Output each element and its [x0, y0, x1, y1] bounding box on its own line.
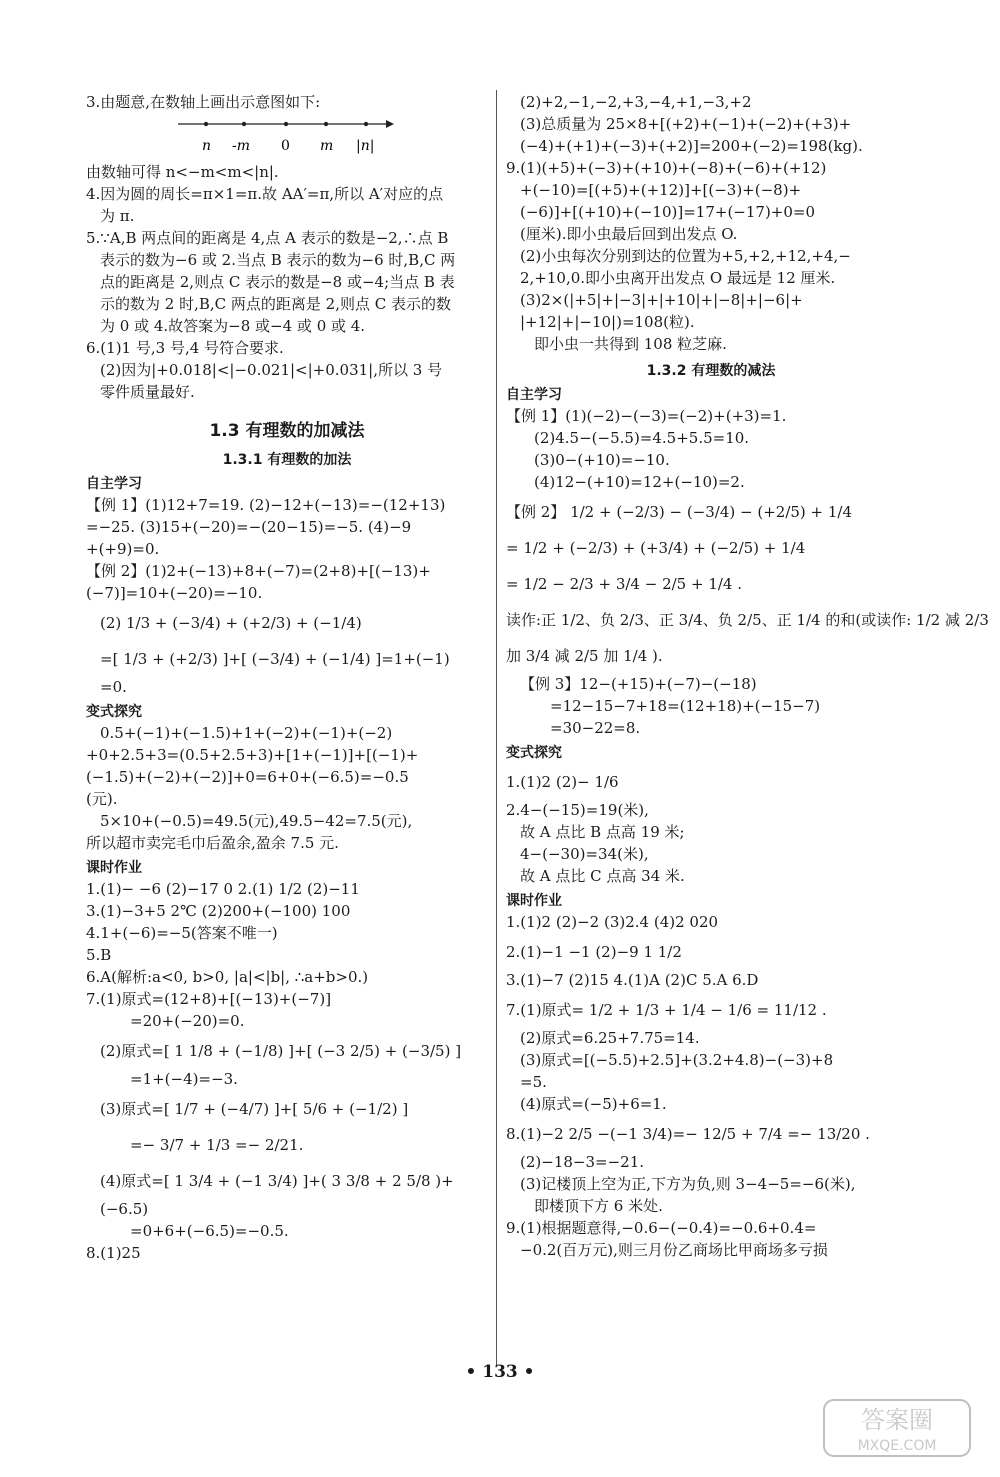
text-line: (3)原式=[ 1/7 + (−4/7) ]+[ 5/6 + (−1/2) ]	[100, 1100, 409, 1118]
text-line: (4)原式=[ 1 3/4 + (−1 3/4) ]+( 3 3/8 + 2 5/8 )+	[100, 1172, 454, 1190]
text-line: 表示的数为−6 或 2.当点 B 表示的数为−6 时,B,C 两	[100, 251, 456, 269]
text-line: 8.(1)−2 2/5 −(−1 3/4)=− 12/5 + 7/4 =− 13/20 .	[506, 1125, 870, 1143]
text-line: 5.B	[86, 946, 112, 964]
left-column	[86, 92, 488, 1265]
text-line: (3)原式=[(−5.5)+2.5]+(3.2+4.8)−(−3)+8	[520, 1051, 834, 1069]
subsection-heading: 1.3.1 有理数的加法	[222, 452, 352, 468]
text-line: 【例 2】 1/2 + (−2/3) − (−3/4) − (+2/5) + 1/4	[506, 503, 853, 521]
text-line: 4.因为圆的周长=π×1=π.故 AA′=π,所以 A′对应的点	[86, 185, 444, 203]
text-line: (−1.5)+(−2)+(−2)]+0=6+0+(−6.5)=−0.5	[86, 768, 409, 786]
text-line: 7.(1)原式=(12+8)+[(−13)+(−7)]	[86, 990, 332, 1008]
text-line: 1.(1)− −6 (2)−17 0 2.(1) 1/2 (2)−11	[86, 880, 360, 898]
text-line: =12−15−7+18=(12+18)+(−15−7)	[550, 697, 821, 715]
text-line: 2.4−(−15)=19(米),	[506, 801, 649, 819]
text-line: (元).	[86, 790, 118, 808]
text-line: (2)小虫每次分别到达的位置为+5,+2,+12,+4,−	[520, 247, 851, 265]
text-line: 5×10+(−0.5)=49.5(元),49.5−42=7.5(元),	[100, 812, 413, 830]
text-line: 示的数为 2 时,B,C 两点的距离是 2,则点 C 表示的数	[100, 295, 451, 313]
text-line: =20+(−20)=0.	[130, 1012, 245, 1030]
text-line: (4)原式=(−5)+6=1.	[520, 1095, 667, 1113]
text-line: 由数轴可得 n<−m<m<|n|.	[86, 163, 279, 181]
right-column	[506, 92, 989, 1262]
text-line: 所以超市卖完毛巾后盈余,盈余 7.5 元.	[86, 834, 339, 852]
text-line: (4)12−(+10)=12+(−10)=2.	[534, 473, 745, 491]
text-line: 2,+10,0.即小虫离开出发点 O 最远是 12 厘米.	[520, 269, 836, 287]
text-line: (3)2×(|+5|+|−3|+|+10|+|−8|+|−6|+	[520, 291, 803, 309]
watermark-text: 答案圈	[861, 1406, 933, 1434]
text-line: 6.(1)1 号,3 号,4 号符合要求.	[86, 339, 284, 357]
text-line: =1+(−4)=−3.	[130, 1070, 238, 1088]
text-line: 7.(1)原式= 1/2 + 1/3 + 1/4 − 1/6 = 11/12 .	[506, 1001, 827, 1019]
text-line: 【例 1】(1)12+7=19. (2)−12+(−13)=−(12+13)	[86, 496, 446, 514]
text-line: |+12|+|−10|)=108(粒).	[520, 313, 695, 331]
block-heading: 变式探究	[86, 704, 142, 720]
text-line: (2)4.5−(−5.5)=4.5+5.5=10.	[534, 429, 750, 447]
text-line: (3)记楼顶上空为正,下方为负,则 3−4−5=−6(米),	[520, 1175, 856, 1193]
text-line: 3.(1)−7 (2)15 4.(1)A (2)C 5.A 6.D	[506, 971, 759, 989]
text-line: +(+9)=0.	[86, 540, 160, 558]
text-line: =5.	[520, 1073, 547, 1091]
block-heading: 课时作业	[506, 893, 562, 909]
watermark-logo	[822, 1398, 972, 1458]
text-line: (2)因为|+0.018|<|−0.021|<|+0.031|,所以 3 号	[100, 361, 443, 379]
text-line: 9.(1)(+5)+(−3)+(+10)+(−8)+(−6)+(+12)	[506, 159, 827, 177]
text-line: 0.5+(−1)+(−1.5)+1+(−2)+(−1)+(−2)	[100, 724, 393, 742]
text-line: (−7)]=10+(−20)=−10.	[86, 584, 263, 602]
text-line: 为 π.	[100, 207, 135, 225]
text-line: =30−22=8.	[550, 719, 641, 737]
text-line: 2.(1)−1 −1 (2)−9 1 1/2	[506, 943, 682, 961]
block-heading: 自主学习	[506, 387, 562, 403]
text-line: 1.(1)2 (2)−2 (3)2.4 (4)2 020	[506, 913, 719, 931]
text-line: (2)+2,−1,−2,+3,−4,+1,−3,+2	[520, 93, 752, 111]
text-line: =0+6+(−6.5)=−0.5.	[130, 1222, 289, 1240]
text-line: (3)总质量为 25×8+[(+2)+(−1)+(−2)+(+3)+	[520, 115, 852, 133]
number-line-svg	[86, 114, 488, 158]
text-line: 为 0 或 4.故答案为−8 或−4 或 0 或 4.	[100, 317, 366, 335]
text-line: =[ 1/3 + (+2/3) ]+[ (−3/4) + (−1/4) ]=1+(−1)	[100, 650, 450, 668]
text-line: 读作:正 1/2、负 2/3、正 3/4、负 2/5、正 1/4 的和(或读作: 1/2 减 2/3	[506, 611, 989, 629]
block-heading: 变式探究	[506, 745, 562, 761]
block-heading: 自主学习	[86, 476, 142, 492]
text-line: 【例 1】(1)(−2)−(−3)=(−2)+(+3)=1.	[506, 407, 787, 425]
text-line: 点的距离是 2,则点 C 表示的数是−8 或−4;当点 B 表	[100, 273, 455, 291]
text-line: 4−(−30)=34(米),	[520, 845, 649, 863]
page-number: • 133 •	[465, 1362, 535, 1382]
number-line-diagram	[86, 114, 488, 158]
text-line: 即楼顶下方 6 米处.	[534, 1197, 663, 1215]
number-line-label: |n|	[356, 138, 375, 154]
watermark-svg	[822, 1398, 972, 1458]
text-line: 9.(1)根据题意得,−0.6−(−0.4)=−0.6+0.4=	[506, 1219, 817, 1237]
text-line: 【例 2】(1)2+(−13)+8+(−7)=(2+8)+[(−13)+	[86, 562, 431, 580]
text-line: 【例 3】12−(+15)+(−7)−(−18)	[520, 675, 757, 693]
subsection-heading: 1.3.2 有理数的减法	[646, 363, 776, 379]
text-line: = 1/2 − 2/3 + 3/4 − 2/5 + 1/4 .	[506, 575, 742, 593]
text-line: 零件质量最好.	[100, 383, 195, 401]
text-line: 3.(1)−3+5 2℃ (2)200+(−100) 100	[86, 902, 351, 920]
text-line: 6.A(解析:a<0, b>0, |a|<|b|, ∴a+b>0.)	[86, 968, 369, 986]
text-line: +(−10)=[(+5)+(+12)]+[(−3)+(−8)+	[520, 181, 802, 199]
text-line: −0.2(百万元),则三月份乙商场比甲商场多亏损	[520, 1241, 828, 1259]
text-line: 即小虫一共得到 108 粒芝麻.	[534, 335, 727, 353]
text-line: =− 3/7 + 1/3 =− 2/21.	[130, 1136, 304, 1154]
text-line: 8.(1)25	[86, 1244, 141, 1262]
text-line: 3.由题意,在数轴上画出示意图如下:	[86, 93, 321, 111]
column-divider	[496, 90, 497, 1365]
text-line: (2)−18−3=−21.	[520, 1153, 645, 1171]
text-line: (−6)]+[(+10)+(−10)]=17+(−17)+0=0	[520, 203, 816, 221]
watermark-url: MXQE.COM	[857, 1438, 937, 1454]
text-line: (−6.5)	[100, 1200, 149, 1218]
text-line: = 1/2 + (−2/3) + (+3/4) + (−2/5) + 1/4	[506, 539, 806, 557]
text-line: +0+2.5+3=(0.5+2.5+3)+[1+(−1)]+[(−1)+	[86, 746, 419, 764]
text-line: 1.(1)2 (2)− 1/6	[506, 773, 619, 791]
text-line: (−4)+(+1)+(−3)+(+2)]=200+(−2)=198(kg).	[520, 137, 863, 155]
text-line: (2)原式=6.25+7.75=14.	[520, 1029, 700, 1047]
number-line-label: n	[202, 138, 212, 154]
block-heading: 课时作业	[86, 860, 142, 876]
number-line-label: 0	[281, 138, 290, 154]
text-line: (厘米).即小虫最后回到出发点 O.	[520, 225, 738, 243]
text-line: 故 A 点比 C 点高 34 米.	[520, 867, 685, 885]
number-line-label: -m	[232, 138, 251, 154]
section-heading: 1.3 有理数的加减法	[209, 421, 365, 441]
text-line: =0.	[100, 678, 127, 696]
number-line-label: m	[320, 138, 334, 154]
text-line: 5.∵A,B 两点间的距离是 4,点 A 表示的数是−2,∴点 B	[86, 229, 449, 247]
text-line: 加 3/4 减 2/5 加 1/4 ).	[506, 647, 663, 665]
text-line: (2) 1/3 + (−3/4) + (+2/3) + (−1/4)	[100, 614, 362, 632]
text-line: 故 A 点比 B 点高 19 米;	[520, 823, 685, 841]
text-line: (3)0−(+10)=−10.	[534, 451, 670, 469]
text-line: 4.1+(−6)=−5(答案不唯一)	[86, 924, 278, 942]
text-line: =−25. (3)15+(−20)=−(20−15)=−5. (4)−9	[86, 518, 412, 536]
text-line: (2)原式=[ 1 1/8 + (−1/8) ]+[ (−3 2/5) + (−3/5) ]	[100, 1042, 462, 1060]
